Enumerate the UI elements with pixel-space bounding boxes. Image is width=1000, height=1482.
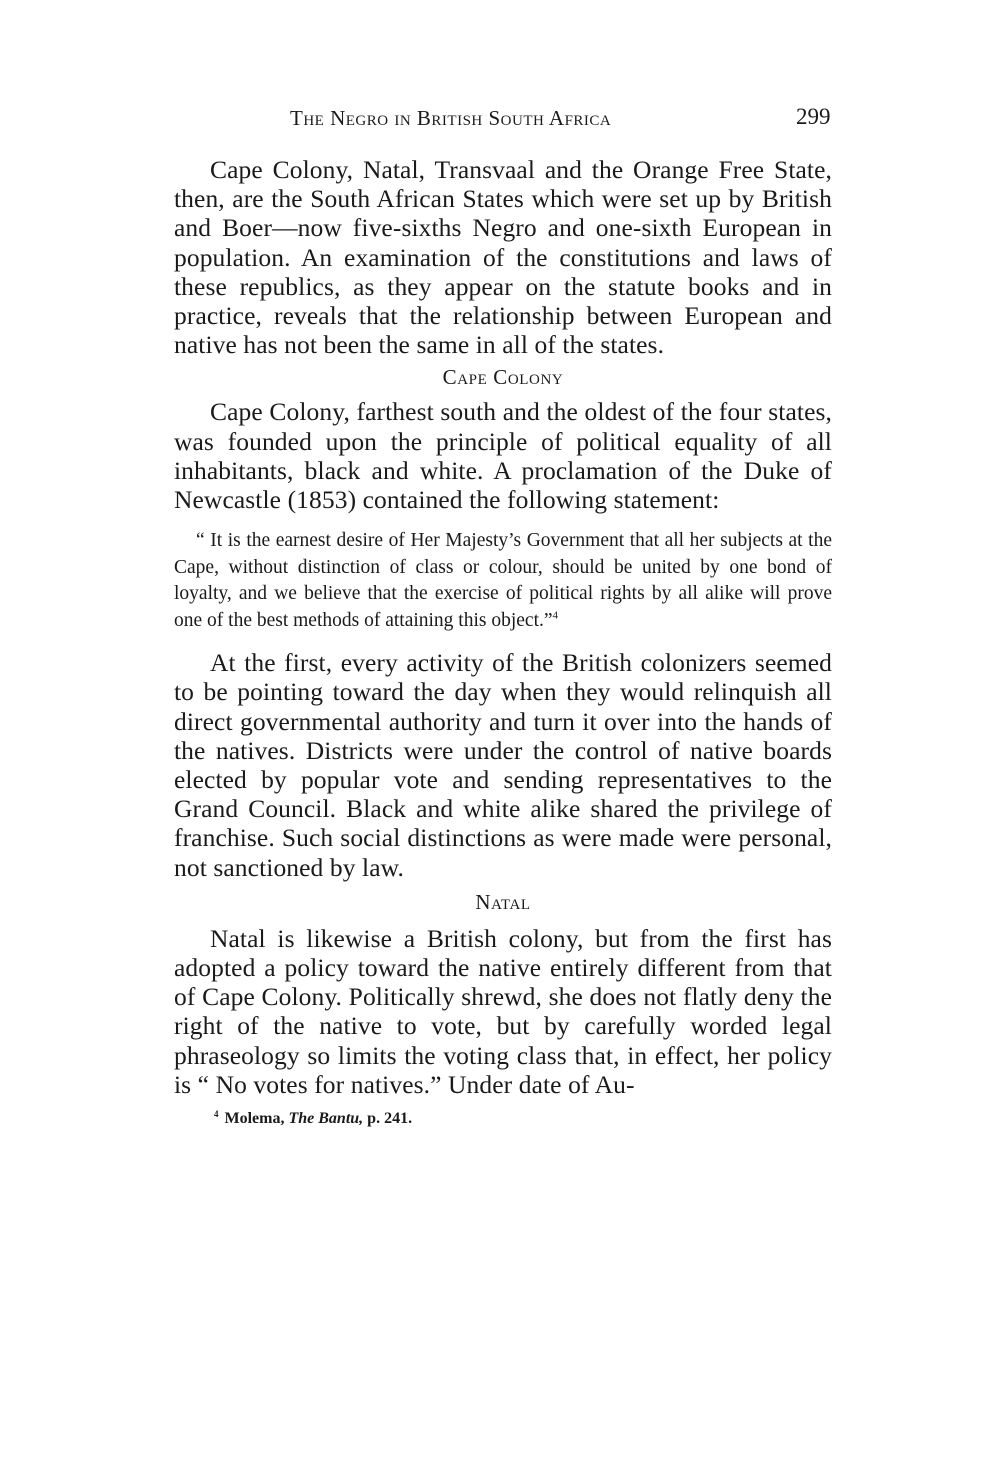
natal-paragraph-1: Natal is likewise a British colony, but from the first has adopted a policy toward the native entirely different from that of Cape Colony. Politically shrewd, she does not flatly deny the right of the native to vote, but by carefully worded legal phraseology so limits the voting class that, in effect, her policy is “ No votes for natives.” Under date of Au- <box>174 923 832 1099</box>
block-quote <box>174 528 832 634</box>
cape-paragraph-2: At the first, every activity of the British colonizers seemed to be pointing toward the day when they would relinquish all direct governmental authority and turn it over into the hands of the natives. Districts were under the control of native boards elected by popular vote and sending representatives to the Grand Council. Black and white alike shared the privilege of franchise. Such social distinctions as were made were personal, not sanctioned by law. <box>174 648 832 882</box>
cape-paragraph-1: Cape Colony, farthest south and the oldest of the four states, was founded upon the principle of political equality of all inhabitants, black and white. A proclamation of the Duke of Newcastle (1853) contained the following statement: <box>174 397 832 515</box>
footnote-page: p. 241. <box>367 1110 413 1128</box>
footnote-mark: 4 <box>214 1108 219 1119</box>
page-number: 299 <box>796 104 831 129</box>
running-title: The Negro in British South Africa <box>290 106 612 130</box>
footnote-author: Molema, <box>224 1110 285 1128</box>
intro-paragraph: Cape Colony, Natal, Transvaal and the Orange Free State, then, are the South African States which were set up by British and Boer—now five-sixths Negro and one-sixth European in population. An examination of the constitutions and laws of these republics, as they appear on the statute books and in practice, reveals that the relationship between European and native has not been the same in all of the states. <box>174 155 832 360</box>
footnote <box>174 1109 832 1129</box>
footnote-reference: 4 <box>552 609 559 622</box>
section-heading-natal: Natal <box>475 889 531 914</box>
footnote-title: The Bantu, <box>288 1110 364 1128</box>
body-text <box>174 155 832 1129</box>
block-quote-text: “ It is the earnest desire of Her Majesty’s Government that all her subjects at the Cape, without distinction of class or colour, should be united by one bond of loyalty, and we believe that the exercise of political rights by all alike will prove one of the best methods of attaining this object.” <box>174 530 832 631</box>
section-heading-cape-colony: Cape Colony <box>442 365 564 390</box>
